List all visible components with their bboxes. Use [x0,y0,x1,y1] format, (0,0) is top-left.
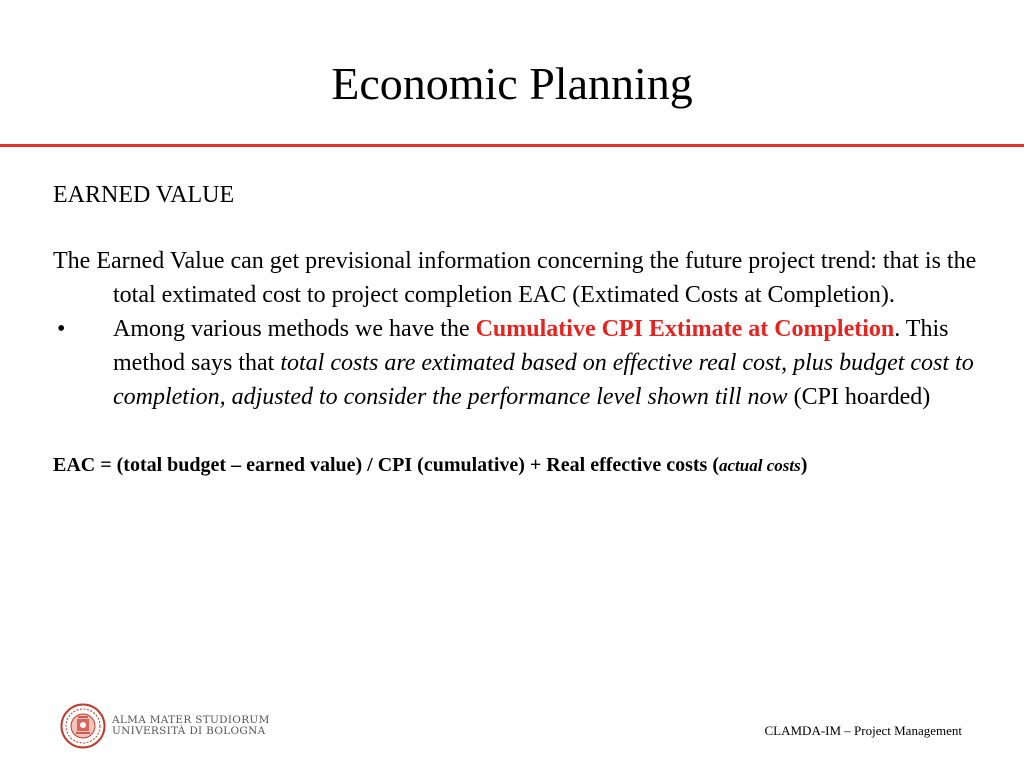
logo-line-2: UNIVERSITÀ DI BOLOGNA [112,725,266,737]
footer-course: CLAMDA-IM – Project Management [764,723,962,738]
slide-title: Economic Planning [331,58,693,109]
bullet-intro: Among various methods we have the [113,316,476,342]
bullet-marker: • [57,316,66,342]
university-seal-icon [60,703,106,749]
formula-actual-costs: actual costs [719,456,801,475]
formula-close: ) [800,454,808,476]
title-divider [0,144,1024,147]
section-heading: EARNED VALUE [53,182,235,208]
method-description: total costs are extimated based on effective real cost, plus budget cost to completion, adjusted to consider the performance level shown till now [113,350,974,410]
formula-main: EAC = (total budget – earned value) / CPI (cumulative) + Real effective costs ( [53,454,719,476]
logo-line-1: ALMA MATER STUDIORUM [112,714,270,726]
eac-formula [53,450,983,481]
method-highlight: Cumulative CPI Extimate at Completion [475,316,895,342]
university-logo [60,703,270,749]
bullet-item [53,312,983,414]
intro-paragraph: The Earned Value can get previsional information concerning the future project trend: that is the total extimated cost to project completion EAC (Extimated Costs at Completion). [53,248,977,308]
slide-body [53,178,983,501]
bullet-text [113,312,983,414]
university-name [112,715,270,737]
bullet-end: (CPI hoarded) [787,384,931,410]
bullet-middle: . This method says that [113,316,949,376]
